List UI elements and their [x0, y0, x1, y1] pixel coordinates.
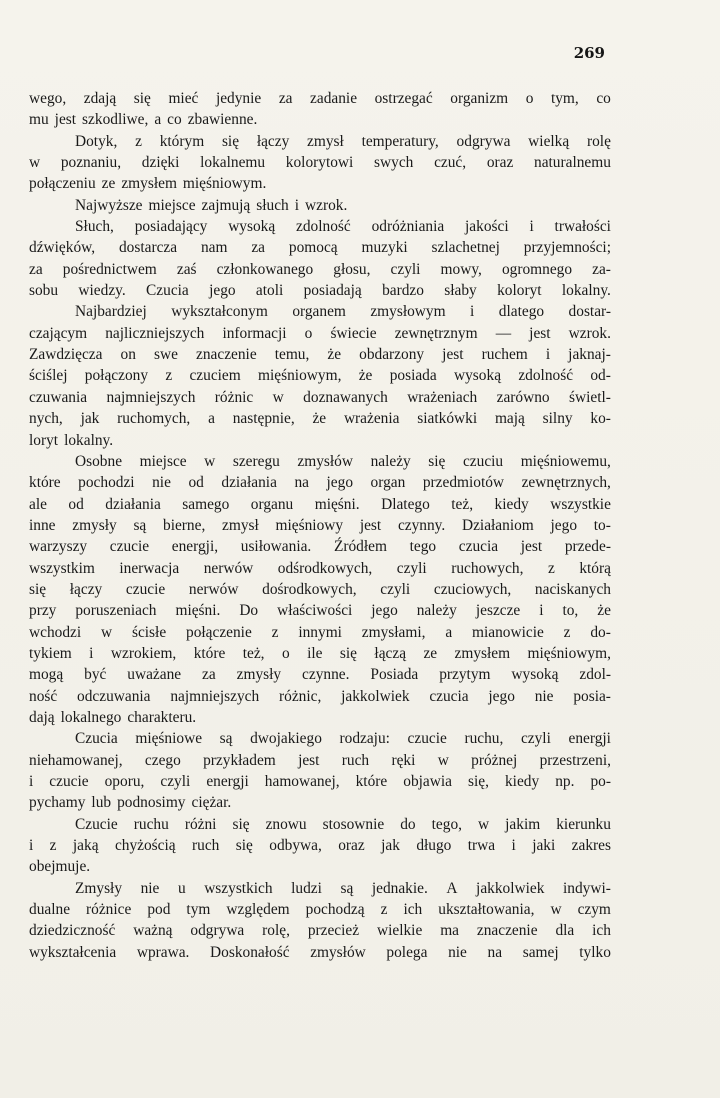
- text-line: Dotyk, z którym się łączy zmysł temperatury, odgrywa wielką rolę: [75, 132, 611, 150]
- text-line: które pochodzi nie od działania na jego organ przedmiotów zewnętrznych,: [29, 474, 611, 492]
- text-line: sobu wiedzy. Czucia jego atoli posiadają bardzo słaby koloryt lokalny.: [29, 282, 611, 300]
- text-line: loryt lokalny.: [29, 431, 114, 449]
- text-line: w poznaniu, dzięki lokalnemu kolorytowi swych czuć, oraz naturalnemu: [29, 154, 611, 172]
- text-line: warzyszy czucie energji, usiłowania. Źródłem tego czucia jest przede-: [29, 538, 611, 556]
- text-line: czającym najliczniejszych informacji o świecie zewnętrznym — jest wzrok.: [29, 324, 611, 342]
- text-line: przy poruszeniach mięśni. Do właściwości jego należy jeszcze i to, że: [29, 602, 611, 620]
- text-line: wchodzi w ścisłe połączenie z innymi zmysłami, a mianowicie z do-: [29, 623, 611, 641]
- text-line: nych, jak ruchomych, a następnie, że wrażenia siatkówki mają silny ko-: [29, 410, 611, 428]
- text-line: ale od działania samego organu mięśni. Dlatego też, kiedy wszystkie: [29, 495, 611, 513]
- text-line: tykiem i wzrokiem, które też, o ile się łączą ze zmysłem mięśniowym,: [29, 644, 611, 662]
- text-line: za pośrednictwem zaś członkowanego głosu, czyli mowy, ogromnego za-: [29, 260, 611, 278]
- text-line: się łączy czucie nerwów dośrodkowych, czyli czuciowych, naciskanych: [29, 580, 611, 598]
- text-line: Najbardziej wykształconym organem zmysłowym i dlatego dostar-: [75, 303, 611, 321]
- text-line: czuwania najmniejszych różnic w doznawanych wrażeniach zarówno świetl-: [29, 388, 611, 406]
- text-line: dźwięków, dostarcza nam za pomocą muzyki szlachetnej przyjemności;: [29, 239, 611, 257]
- text-line: dualne różnice pod tym względem pochodzą z ich ukształtowania, w czym: [29, 901, 611, 919]
- text-line: obejmuje.: [29, 858, 91, 876]
- text-line: Czucie ruchu różni się znowu stosownie do tego, w jakim kierunku: [75, 815, 611, 833]
- text-line: wykształcenia wprawa. Doskonałość zmysłów polega nie na samej tylko: [29, 943, 611, 961]
- body-text: [29, 88, 611, 963]
- text-line: Słuch, posiadający wysoką zdolność odróżniania jakości i trwałości: [75, 218, 611, 236]
- text-line: połączeniu ze zmysłem mięśniowym.: [29, 175, 267, 193]
- text-line: Zmysły nie u wszystkich ludzi są jednakie. A jakkolwiek indywi-: [75, 879, 611, 897]
- text-line: wszystkim inerwacja nerwów odśrodkowych, czyli ruchowych, z którą: [29, 559, 611, 577]
- text-line: ność odczuwania najmniejszych różnic, jakkolwiek czucia jego nie posia-: [29, 687, 611, 705]
- text-line: ściślej połączony z czuciem mięśniowym, że posiada wysoką zdolność od-: [29, 367, 611, 385]
- text-line: mu jest szkodliwe, a co zbawienne.: [29, 111, 258, 129]
- text-line: i czucie oporu, czyli energji hamowanej, które objawia się, kiedy np. po-: [29, 773, 611, 790]
- text-line: Zawdzięcza on swe znaczenie temu, że obdarzony jest ruchem i jaknaj-: [29, 346, 611, 364]
- text-line: Osobne miejsce w szeregu zmysłów należy się czuciu mięśniowemu,: [75, 452, 611, 470]
- text-line: mogą być uważane za zmysły czynne. Posiada przytym wysoką zdol-: [29, 666, 611, 684]
- text-line: inne zmysły są bierne, zmysł mięśniowy jest czynny. Działaniom jego to-: [29, 516, 611, 534]
- text-line: dziedziczność ważną odgrywa rolę, przecież wielkie ma znaczenie dla ich: [29, 922, 611, 940]
- text-line: Czucia mięśniowe są dwojakiego rodzaju: czucie ruchu, czyli energji: [75, 730, 611, 748]
- text-line: pychamy lub podnosimy ciężar.: [29, 794, 232, 812]
- text-line: dają lokalnego charakteru.: [29, 708, 197, 726]
- page-number: 269: [573, 44, 605, 62]
- text-line: Najwyższe miejsce zajmują słuch i wzrok.: [75, 196, 348, 214]
- text-line: i z jaką chyżością ruch się odbywa, oraz jak długo trwa i jaki zakres: [29, 837, 611, 855]
- text-line: niehamowanej, czego przykładem jest ruch ręki w próżnej przestrzeni,: [29, 751, 611, 769]
- text-line: wego, zdają się mieć jedynie za zadanie ostrzegać organizm o tym, co: [29, 90, 611, 107]
